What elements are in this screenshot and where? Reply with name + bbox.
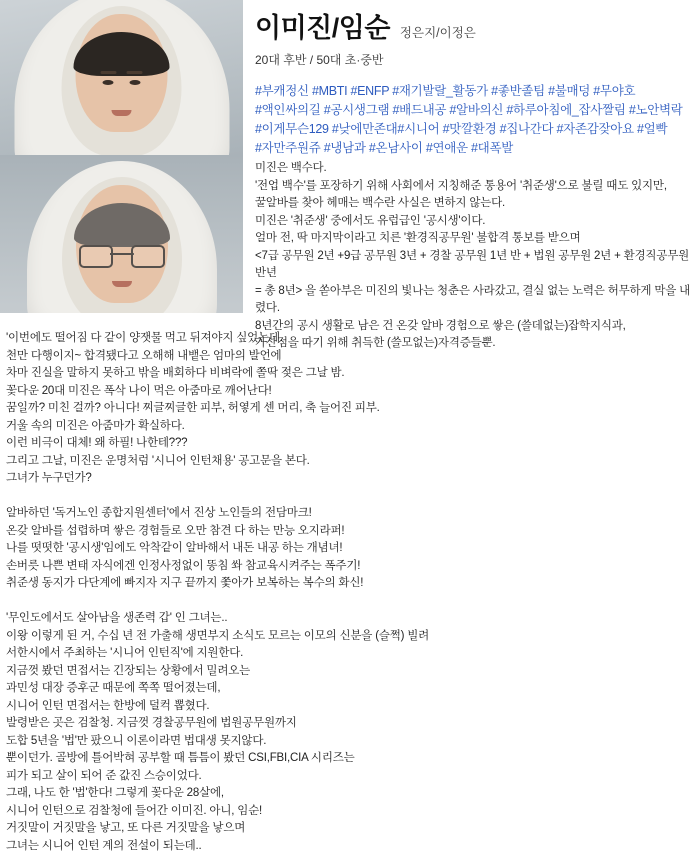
photo-column xyxy=(0,0,243,313)
text-line: 도합 5년을 '법'만 팠으니 이론이라면 법대생 못지않다. xyxy=(6,733,700,751)
text-line: 그녀는 시니어 인턴 계의 전설이 되는데.. xyxy=(6,838,700,855)
text-line: 그리고 그날, 미진은 운명처럼 '시니어 인턴채용' 공고문을 본다. xyxy=(6,453,700,471)
character-age-subtitle: 20대 후반 / 50대 초·중반 xyxy=(255,51,700,68)
hashtag[interactable]: #대폭발 xyxy=(471,141,513,155)
text-line: 가산점을 따기 위해 취득한 (쓸모없는)자격증들뿐. xyxy=(255,335,700,353)
hair-shape-senior xyxy=(74,203,170,247)
text-line: 취준생 동지가 다단계에 빠지자 지구 끝까지 쫓아가 보복하는 복수의 화신! xyxy=(6,575,700,593)
text-line: 지금껏 봤던 면접서는 긴장되는 상황에서 밀려오는 xyxy=(6,663,700,681)
text-line: 피가 되고 살이 되어 준 값진 스승이었다. xyxy=(6,768,700,786)
hashtag[interactable]: #연애운 xyxy=(426,141,468,155)
text-line: 거짓말이 거짓말을 낳고, 또 다른 거짓말을 낳으며 xyxy=(6,820,700,838)
intro-paragraph xyxy=(255,160,700,353)
hashtag[interactable]: #얼빡 xyxy=(637,122,667,136)
eye-right xyxy=(103,80,114,85)
text-line: 과민성 대장 증후군 때문에 쪽쪽 떨어졌는데, xyxy=(6,680,700,698)
hashtag[interactable]: #공시생그램 xyxy=(324,103,390,117)
text-line: 그래, 나도 한 '법'한다! 그렇게 꽃다운 28살에, xyxy=(6,785,700,803)
eyebrow-right xyxy=(101,71,117,74)
text-line: = 총 8년> 을 쏟아부은 미진의 빛나는 청춘은 사라갔고, 결실 없는 노력은 허무하게 막을 내렸다. xyxy=(255,283,700,318)
hashtag[interactable]: #이게무슨129 xyxy=(255,122,329,136)
hood-shape xyxy=(14,0,229,155)
photo-senior-character xyxy=(0,155,243,313)
photo-young-character xyxy=(0,0,243,155)
main-synopsis xyxy=(6,330,700,855)
hashtag[interactable]: #하루아침에_잡사짤림 xyxy=(506,103,625,117)
hashtag[interactable]: #무야호 xyxy=(593,84,635,98)
hashtag[interactable]: #알바의신 xyxy=(449,103,503,117)
text-line: 손버릇 나쁜 변태 자식에겐 인정사정없이 똥침 쏴 참교육시켜주는 폭주기! xyxy=(6,558,700,576)
hashtag-list xyxy=(255,82,700,158)
text-line: 거울 속의 미진은 아줌마가 확실하다. xyxy=(6,418,700,436)
text-line: <7급 공무원 2년 +9급 공무원 3년 + 경찰 공무원 1년 반 + 법원 공무원 2년 + 환경직공무원 반년 xyxy=(255,248,700,283)
text-line: 천만 다행이지~ 합격됐다고 오해해 내뱉은 엄마의 발언에 xyxy=(6,348,700,366)
mouth-shape xyxy=(112,110,132,116)
hashtag[interactable]: #맛깔환경 xyxy=(443,122,497,136)
hashtag[interactable]: #냉남과 xyxy=(324,141,366,155)
face-shape xyxy=(76,14,168,132)
header-block xyxy=(255,0,700,158)
text-line: 나를 떳떳한 '공시생'임에도 악착같이 알바해서 내돈 내공 하는 개념녀! xyxy=(6,540,700,558)
mouth-shape-senior xyxy=(112,281,132,287)
hashtag[interactable]: #부캐정신 xyxy=(255,84,309,98)
glasses-icon xyxy=(79,245,165,265)
hood-shape-senior xyxy=(27,161,217,313)
text-line: 꿀알바를 찾아 헤매는 백수란 사실은 변하지 않는다. xyxy=(255,195,700,213)
text-line: 얼마 전, 딱 마지막이라고 치른 '환경직공무원' 불합격 통보를 받으며 xyxy=(255,230,700,248)
text-line: 꽃다운 20대 미진은 폭삭 나이 먹은 아줌마로 깨어난다! xyxy=(6,383,700,401)
hashtag[interactable]: #온남사이 xyxy=(369,141,423,155)
hashtag[interactable]: #자만주원쥬 xyxy=(255,141,321,155)
hashtag[interactable]: #노안벽락 xyxy=(629,103,683,117)
text-line: 꿈일까? 미친 걸까? 아니다! 찌글찌글한 피부, 허옇게 센 머리, 축 늘어진 피부. xyxy=(6,400,700,418)
text-line: 온갖 알바를 섭렵하며 쌓은 경험들로 오만 참견 다 하는 만능 오지라퍼! xyxy=(6,523,700,541)
title-row xyxy=(255,6,700,45)
text-line: 8년간의 공시 생활로 남은 건 온갖 알바 경험으로 쌓은 (쓸데없는)잡학지식과, xyxy=(255,318,700,336)
text-line: 알바하던 '독거노인 종합지원센터'에서 진상 노인들의 전담마크! xyxy=(6,505,700,523)
hashtag[interactable]: #MBTI xyxy=(312,84,347,98)
text-spacer xyxy=(6,593,700,611)
text-line: 이왕 이렇게 된 거, 수십 년 전 가출해 생면부지 소식도 모르는 이모의 신분을 (슬쩍) 빌려 xyxy=(6,628,700,646)
text-line: 미진은 '취준생' 중에서도 유럽급인 '공시생'이다. xyxy=(255,213,700,231)
text-line: '이번에도 떨어짐 다 같이 양잿물 먹고 뒤져야지 싶었는데. xyxy=(6,330,700,348)
text-line: 이런 비극이 대체! 왜 하필! 나한테??? xyxy=(6,435,700,453)
text-line: 그녀가 누구던가? xyxy=(6,470,700,488)
eyebrow-left xyxy=(127,71,143,74)
text-line: 차마 진실을 말하지 못하고 밖을 배회하다 비벼락에 쫄딱 젖은 그날 밤. xyxy=(6,365,700,383)
face-shape-senior xyxy=(76,185,168,303)
text-line: 서한시에서 주최하는 '시니어 인턴직'에 지원한다. xyxy=(6,645,700,663)
text-line: 시니어 인턴으로 검찰청에 들어간 이미진. 아니, 임순! xyxy=(6,803,700,821)
hashtag[interactable]: #ENFP xyxy=(350,84,389,98)
text-spacer xyxy=(6,488,700,506)
page-title: 이미진/임순 xyxy=(255,6,390,45)
text-line: 뿐이던가. 골방에 틀어박혀 공부할 때 틈틈이 봤던 CSI,FBI,CIA 시리즈는 xyxy=(6,750,700,768)
hashtag[interactable]: #자존감잦아요 xyxy=(557,122,634,136)
hashtag[interactable]: #액인싸의길 xyxy=(255,103,321,117)
text-line: 발령받은 곳은 검찰청. 지금껏 경찰공무원에 법원공무원까지 xyxy=(6,715,700,733)
eye-left xyxy=(130,80,141,85)
hashtag[interactable]: #좋반졸팀 xyxy=(491,84,545,98)
text-line: 미진은 백수다. xyxy=(255,160,700,178)
text-line: 시니어 인턴 면접서는 한방에 덜컥 뽑혔다. xyxy=(6,698,700,716)
hashtag[interactable]: #집나간다 xyxy=(500,122,554,136)
hashtag[interactable]: #불매덩 xyxy=(548,84,590,98)
actor-names: 정은지/이정은 xyxy=(400,23,476,41)
hashtag[interactable]: #배드내공 xyxy=(392,103,446,117)
text-line: '무인도에서도 살아남을 생존력 갑' 인 그녀는.. xyxy=(6,610,700,628)
hashtag[interactable]: #재기발랄_활동가 xyxy=(392,84,488,98)
hashtag[interactable]: #낮에만존대#시니어 xyxy=(332,122,440,136)
text-line: '전업 백수'를 포장하기 위해 사회에서 지칭해준 통용어 '취준생'으로 불릴 때도 있지만, xyxy=(255,178,700,196)
hair-shape xyxy=(74,32,170,76)
